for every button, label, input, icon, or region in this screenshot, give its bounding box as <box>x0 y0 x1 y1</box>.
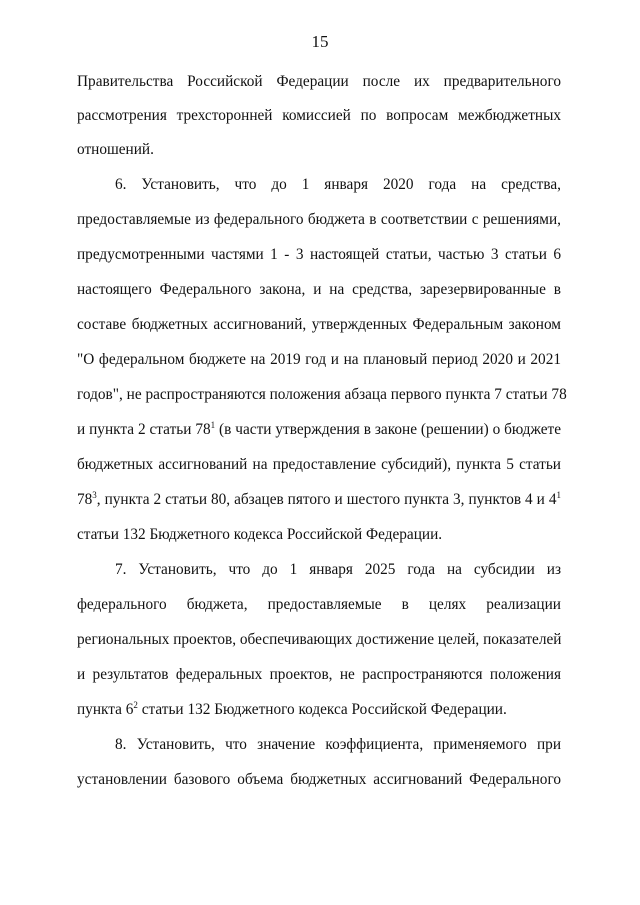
text-segment: пункта 6 <box>77 701 134 718</box>
text-segment: 7. Установить, что до 1 января 2025 года на субсидии из <box>115 561 561 578</box>
text-line <box>77 418 561 442</box>
text-segment: и пункта 2 статьи 78 <box>77 421 211 438</box>
text-segment: статьи 132 Бюджетного кодекса Российской Федерации. <box>77 526 443 543</box>
text-segment: 8. Установить, что значение коэффициента, применяемого при <box>115 736 561 753</box>
text-segment: рассмотрения трехсторонней комиссией по вопросам межбюджетных <box>77 107 561 124</box>
text-line <box>115 558 561 582</box>
text-segment: предоставляемые из федерального бюджета в соответствии с решениями, <box>77 211 561 228</box>
text-line <box>77 698 561 722</box>
text-segment: годов", не распространяются положения абзаца первого пункта 7 статьи 78 <box>77 386 567 403</box>
text-line <box>77 243 561 267</box>
text-line <box>77 523 561 547</box>
text-line <box>115 173 561 197</box>
superscript: 1 <box>556 489 561 500</box>
text-line <box>77 488 561 512</box>
text-segment: федерального бюджета, предоставляемые в целях реализации <box>77 596 561 613</box>
text-line <box>77 628 561 652</box>
text-segment: Правительства Российской Федерации после их предварительного <box>77 73 561 90</box>
text-segment: бюджетных ассигнований на предоставление субсидий), пункта 5 статьи <box>77 456 561 473</box>
text-line <box>77 593 561 617</box>
text-line <box>77 104 561 128</box>
text-segment: "О федеральном бюджете на 2019 год и на плановый период 2020 и 2021 <box>77 351 561 368</box>
text-segment: установлении базового объема бюджетных ассигнований Федерального <box>77 771 561 788</box>
text-line <box>115 733 561 757</box>
text-line <box>77 383 567 407</box>
text-segment: 78 <box>77 491 93 508</box>
page-number: 15 <box>311 32 329 51</box>
text-line <box>77 313 561 337</box>
text-line <box>77 768 561 792</box>
text-segment: отношений. <box>77 141 154 158</box>
text-line <box>77 278 561 302</box>
text-segment: и результатов федеральных проектов, не распространяются положения <box>77 666 561 683</box>
text-segment: 6. Установить, что до 1 января 2020 года на средства, <box>115 176 561 193</box>
text-line <box>77 453 561 477</box>
text-segment: региональных проектов, обеспечивающих достижение целей, показателей <box>77 631 562 648</box>
text-line <box>77 348 561 372</box>
text-line <box>77 138 561 162</box>
text-line <box>77 663 561 687</box>
superscript: 1 <box>210 419 216 430</box>
text-segment: предусмотренными частями 1 - 3 настоящей статьи, частью 3 статьи 6 <box>77 246 561 263</box>
text-line <box>77 208 561 232</box>
text-segment: настоящего Федерального закона, и на средства, зарезервированные в <box>77 281 561 298</box>
superscript: 3 <box>92 489 97 500</box>
text-segment: , пункта 2 статьи 80, абзацев пятого и шестого пункта 3, пунктов 4 и 4 <box>96 491 557 508</box>
text-segment: статьи 132 Бюджетного кодекса Российской Федерации. <box>137 701 507 718</box>
superscript: 2 <box>133 699 138 710</box>
text-segment: (в части утверждения в законе (решении) о бюджете <box>215 421 562 438</box>
text-segment: составе бюджетных ассигнований, утвержденных Федеральным законом <box>77 316 561 333</box>
text-line <box>77 70 561 94</box>
